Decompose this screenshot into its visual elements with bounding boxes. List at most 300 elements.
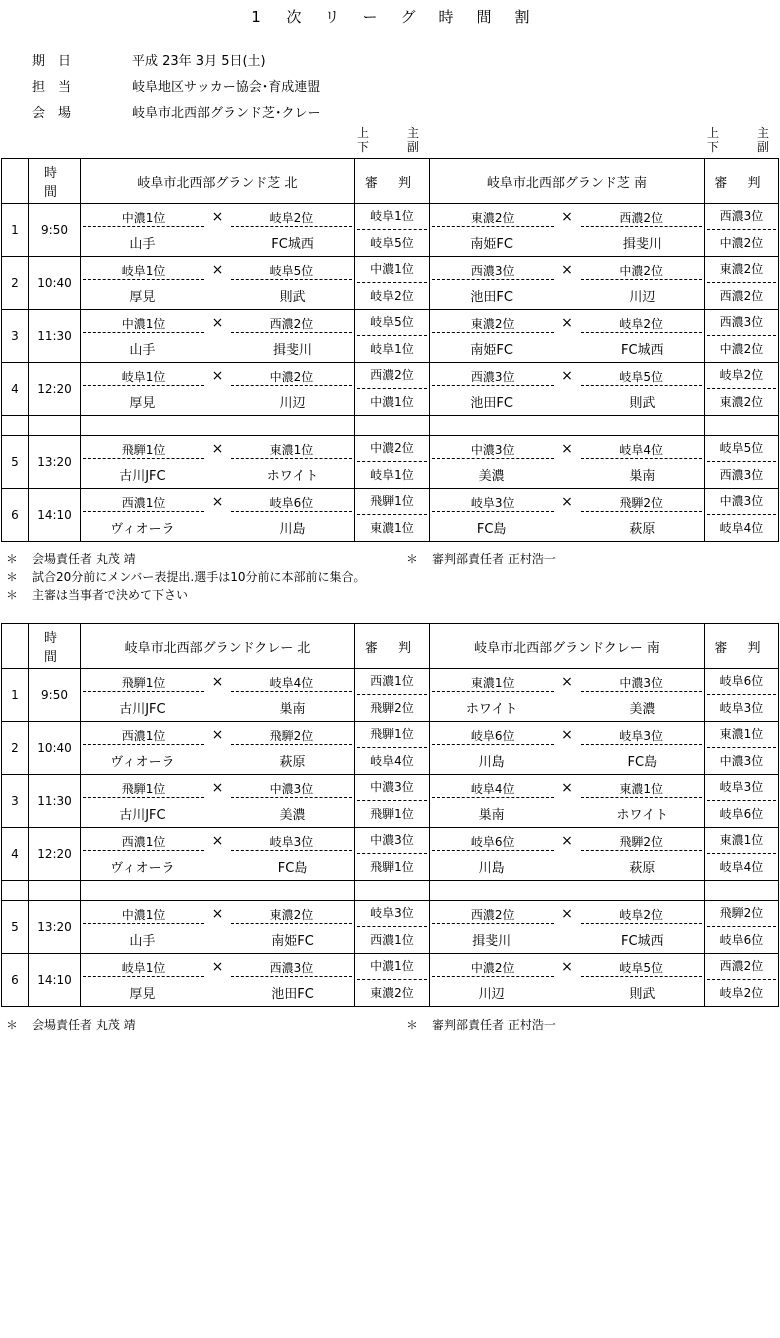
break-row [2,416,779,436]
header-no [2,624,29,669]
vs-mark: × [211,494,224,510]
sub-referee: 中濃2位 [719,236,764,250]
break-cell [705,881,779,901]
main-referee: 西濃2位 [357,363,427,389]
match-seeds [83,364,352,389]
referee-cell [355,828,430,881]
away-team: ホワイト [616,808,669,823]
referee-cell [705,363,779,416]
away-seed: 飛騨2位 [581,833,703,851]
match-cell-b [430,363,705,416]
away-team: FC島 [627,755,658,770]
match-seeds [432,902,702,927]
header-field-b: 岐阜市北西部グランド芝 南 [430,159,705,204]
match-teams [81,336,354,362]
table-row [2,436,779,489]
table-row [2,204,779,257]
main-referee: 岐阜3位 [707,775,776,801]
table-row [2,901,779,954]
header-ref-b: 審 判 [705,624,779,669]
home-team: FC島 [476,522,507,537]
match-seeds [432,258,702,283]
home-team: 古川JFC [119,808,166,823]
home-team: 古川JFC [119,702,166,717]
match-no: 5 [2,436,29,489]
home-team: 山手 [129,343,156,358]
main-referee: 中濃1位 [357,954,427,980]
away-seed: 中濃3位 [231,780,352,798]
match-seeds [432,829,702,854]
main-referee: 飛騨2位 [707,901,776,927]
home-seed: 中濃2位 [432,959,554,977]
away-team: 川辺 [279,396,306,411]
title-char: 次 [286,8,304,26]
away-seed: 西濃3位 [231,959,352,977]
vs-mark: × [561,959,573,975]
match-seeds [83,955,352,980]
away-team: 則武 [279,290,306,305]
header-field-b: 岐阜市北西部グランドクレー 南 [430,624,705,669]
home-seed: 西濃3位 [432,262,554,280]
home-team: 揖斐川 [472,934,512,949]
match-time: 9:50 [29,669,81,722]
match-teams [81,283,354,309]
match-seeds [83,829,352,854]
match-no: 6 [2,954,29,1007]
home-seed: 岐阜1位 [83,262,204,280]
match-cell-a [81,954,355,1007]
table-row [2,489,779,542]
away-team: ホワイト [266,469,319,484]
away-team: 則武 [629,396,656,411]
main-referee: 西濃3位 [707,310,776,336]
match-cell-b [430,669,705,722]
break-cell [705,416,779,436]
home-team: 南姫FC [470,343,513,358]
away-team: 巣南 [279,702,306,717]
home-seed: 飛騨1位 [83,674,204,692]
referee-cell [705,436,779,489]
away-seed: 岐阜3位 [231,833,352,851]
referee-cell [355,901,430,954]
home-team: 池田FC [470,396,513,411]
match-cell-b [430,954,705,1007]
main-referee: 岐阜2位 [707,363,776,389]
match-teams [430,748,704,774]
match-cell-b [430,436,705,489]
main-referee: 岐阜1位 [357,204,427,230]
away-seed: 西濃2位 [581,209,703,227]
match-cell-b [430,775,705,828]
info-organizer: 担 当 岐阜地区サッカー協会･育成連盟 [32,80,321,95]
away-seed: 飛騨2位 [231,727,352,745]
header-ref-a: 審 判 [355,159,430,204]
home-team: 厚見 [129,987,156,1002]
table-row [2,954,779,1007]
note-referee-manager-2: ＊ 審判部責任者 正村浩一 [406,1018,556,1032]
match-seeds [432,670,702,695]
home-seed: 飛騨1位 [83,780,204,798]
match-cell-b [430,310,705,363]
match-teams [81,801,354,827]
info-venue: 会 場 岐阜市北西部グランド芝･クレー [32,106,321,121]
main-referee: 岐阜6位 [707,669,776,695]
match-seeds [432,311,702,336]
title-char: リ [324,8,342,26]
match-no: 5 [2,901,29,954]
home-seed: 東濃1位 [432,674,554,692]
sub-referee: 西濃3位 [719,468,764,482]
main-referee: 中濃1位 [357,257,427,283]
vs-mark: × [211,906,224,922]
match-time: 9:50 [29,204,81,257]
match-cell-a [81,363,355,416]
away-seed: 東濃2位 [231,906,352,924]
match-teams [81,389,354,415]
referee-cell [705,775,779,828]
match-seeds [83,205,352,230]
away-seed: 岐阜5位 [581,959,703,977]
referee-cell [705,901,779,954]
header-time: 時 間 [29,624,81,669]
vs-mark: × [211,441,224,457]
table-row [2,722,779,775]
title-char: 1 [251,8,263,26]
match-seeds [432,205,702,230]
referee-cell [355,436,430,489]
referee-cell [355,954,430,1007]
match-seeds [83,723,352,748]
home-seed: 西濃1位 [83,833,204,851]
match-seeds [432,723,702,748]
home-team: 川島 [478,861,505,876]
sub-referee: 岐阜2位 [719,986,764,1000]
referee-cell [705,489,779,542]
match-cell-a [81,828,355,881]
away-team: 川島 [279,522,306,537]
match-teams [430,695,704,721]
header-ref-b: 審 判 [705,159,779,204]
match-cell-a [81,901,355,954]
home-team: 厚見 [129,396,156,411]
match-no: 2 [2,722,29,775]
title-char: 時 [438,8,456,26]
home-seed: 岐阜6位 [432,727,554,745]
referee-cell [705,669,779,722]
home-team: 厚見 [129,290,156,305]
header-time: 時 間 [29,159,81,204]
match-seeds [83,258,352,283]
referee-cell [355,722,430,775]
referee-cell [705,257,779,310]
referee-legend-b: 上 主 下 副 [707,126,769,154]
break-cell [29,416,81,436]
match-time: 13:20 [29,901,81,954]
match-seeds [432,437,702,462]
match-teams [81,462,354,488]
header-no [2,159,29,204]
referee-cell [705,954,779,1007]
match-seeds [432,776,702,801]
vs-mark: × [561,315,573,331]
sub-referee: 岐阜2位 [370,289,414,303]
match-cell-a [81,669,355,722]
match-seeds [432,955,702,980]
sub-referee: 西濃2位 [719,289,764,303]
table-row [2,669,779,722]
match-cell-a [81,775,355,828]
away-team: 美濃 [629,702,656,717]
vs-mark: × [561,209,573,225]
home-team: 川辺 [478,987,505,1002]
vs-mark: × [561,674,573,690]
vs-mark: × [211,315,224,331]
break-cell [81,416,355,436]
referee-cell [705,828,779,881]
away-team: 萩原 [279,755,306,770]
main-referee: 西濃3位 [707,204,776,230]
away-seed: 中濃2位 [581,262,703,280]
home-seed: 東濃2位 [432,209,554,227]
main-referee: 西濃1位 [357,669,427,695]
match-seeds [432,364,702,389]
home-seed: 岐阜3位 [432,494,554,512]
away-seed: 岐阜2位 [581,906,703,924]
match-teams [430,336,704,362]
away-team: FC城西 [271,237,314,252]
sub-referee: 西濃1位 [370,933,414,947]
match-seeds [432,490,702,515]
match-teams [81,748,354,774]
match-time: 11:30 [29,310,81,363]
away-team: 萩原 [629,861,656,876]
home-seed: 西濃3位 [432,368,554,386]
home-seed: 東濃2位 [432,315,554,333]
away-seed: 岐阜6位 [231,494,352,512]
home-seed: 中濃1位 [83,315,204,333]
away-seed: 岐阜2位 [231,209,352,227]
sub-referee: 中濃3位 [719,754,764,768]
break-row [2,881,779,901]
away-team: 揖斐川 [622,237,662,252]
main-referee: 飛騨1位 [357,489,427,515]
match-no: 1 [2,669,29,722]
match-seeds [83,670,352,695]
break-cell [355,416,430,436]
home-seed: 岐阜6位 [432,833,554,851]
home-team: ヴィオーラ [110,755,175,770]
page-title [0,6,780,27]
referee-legend-a: 上 主 下 副 [357,126,419,154]
referee-cell [355,310,430,363]
sub-referee: 岐阜6位 [719,807,764,821]
match-cell-b [430,722,705,775]
sub-referee: 岐阜4位 [719,521,764,535]
table-header [2,159,779,204]
match-time: 12:20 [29,363,81,416]
vs-mark: × [211,727,224,743]
main-referee: 東濃2位 [707,257,776,283]
home-team: ヴィオーラ [110,861,175,876]
title-char: グ [400,8,418,26]
vs-mark: × [211,959,224,975]
match-no: 2 [2,257,29,310]
main-referee: 東濃1位 [707,722,776,748]
main-referee: 中濃3位 [707,489,776,515]
away-seed: 飛騨2位 [581,494,703,512]
header-field-a: 岐阜市北西部グランド芝 北 [81,159,355,204]
vs-mark: × [561,262,573,278]
schedule-table-turf [1,158,779,542]
note-referee-manager: ＊ 審判部責任者 正村浩一 [406,552,556,566]
main-referee: 中濃2位 [357,436,427,462]
away-seed: 岐阜5位 [581,368,703,386]
match-seeds [83,776,352,801]
sub-referee: 東濃2位 [719,395,764,409]
main-referee: 東濃1位 [707,828,776,854]
match-no: 3 [2,775,29,828]
sub-referee: 岐阜5位 [370,236,414,250]
title-char: ー [362,8,380,26]
home-team: 池田FC [470,290,513,305]
match-time: 14:10 [29,489,81,542]
match-cell-b [430,204,705,257]
match-seeds [83,311,352,336]
match-time: 14:10 [29,954,81,1007]
match-no: 4 [2,828,29,881]
match-no: 1 [2,204,29,257]
away-team: FC城西 [621,343,664,358]
match-cell-b [430,828,705,881]
sub-referee: 岐阜3位 [719,701,764,715]
info-date: 期 日 平成 23年 3月 5日(土) [32,54,266,69]
sub-referee: 中濃1位 [370,395,414,409]
match-seeds [83,902,352,927]
main-referee: 飛騨1位 [357,722,427,748]
table-row [2,363,779,416]
home-team: 南姫FC [470,237,513,252]
home-team: ホワイト [465,702,518,717]
away-team: 南姫FC [271,934,314,949]
match-seeds [83,437,352,462]
away-seed: 岐阜5位 [231,262,352,280]
match-cell-b [430,257,705,310]
sub-referee: 岐阜6位 [719,933,764,947]
main-referee: 中濃3位 [357,828,427,854]
match-teams [430,980,704,1006]
break-cell [29,881,81,901]
break-cell [2,881,29,901]
match-teams [430,801,704,827]
home-team: ヴィオーラ [110,522,175,537]
away-seed: 岐阜4位 [231,674,352,692]
home-team: 美濃 [478,469,505,484]
vs-mark: × [561,833,573,849]
sub-referee: 飛騨2位 [370,701,414,715]
break-cell [430,416,705,436]
table-row [2,257,779,310]
match-seeds [83,490,352,515]
note-main-referee: ＊ 主審は当事者で決めて下さい [6,588,189,602]
home-seed: 西濃2位 [432,906,554,924]
away-seed: 東濃1位 [581,780,703,798]
match-cell-a [81,310,355,363]
home-seed: 岐阜1位 [83,959,204,977]
sub-referee: 飛騨1位 [370,807,414,821]
sub-referee: 中濃2位 [719,342,764,356]
match-cell-b [430,489,705,542]
referee-cell [705,310,779,363]
away-team: 巣南 [629,469,656,484]
away-seed: 岐阜4位 [581,441,703,459]
header-ref-a: 審 判 [355,624,430,669]
break-cell [355,881,430,901]
match-teams [81,854,354,880]
referee-cell [355,204,430,257]
home-team: 山手 [129,237,156,252]
away-seed: 中濃2位 [231,368,352,386]
away-team: FC島 [277,861,308,876]
sub-referee: 東濃1位 [370,521,414,535]
match-teams [430,283,704,309]
break-cell [81,881,355,901]
table-row [2,775,779,828]
sub-referee: 岐阜1位 [370,342,414,356]
match-teams [81,980,354,1006]
match-no: 6 [2,489,29,542]
match-no: 4 [2,363,29,416]
match-teams [81,230,354,256]
main-referee: 岐阜5位 [357,310,427,336]
match-teams [430,515,704,541]
away-team: 揖斐川 [273,343,313,358]
away-seed: 岐阜2位 [581,315,703,333]
match-teams [81,927,354,953]
match-cell-a [81,722,355,775]
match-teams [430,927,704,953]
break-cell [2,416,29,436]
referee-cell [355,775,430,828]
match-teams [430,389,704,415]
referee-cell [705,204,779,257]
match-cell-a [81,257,355,310]
note-venue-manager-2: ＊ 会場責任者 丸茂 靖 [6,1018,136,1032]
away-seed: 西濃2位 [231,315,352,333]
home-team: 山手 [129,934,156,949]
referee-cell [355,489,430,542]
match-no: 3 [2,310,29,363]
referee-cell [705,722,779,775]
home-seed: 中濃1位 [83,209,204,227]
table-header [2,624,779,669]
away-seed: 岐阜3位 [581,727,703,745]
home-seed: 中濃3位 [432,441,554,459]
match-time: 10:40 [29,722,81,775]
main-referee: 西濃2位 [707,954,776,980]
vs-mark: × [561,780,573,796]
away-team: 萩原 [629,522,656,537]
table-row [2,828,779,881]
vs-mark: × [561,368,573,384]
home-seed: 岐阜1位 [83,368,204,386]
sub-referee: 東濃2位 [370,986,414,1000]
match-time: 12:20 [29,828,81,881]
header-field-a: 岐阜市北西部グランドクレー 北 [81,624,355,669]
away-seed: 東濃1位 [231,441,352,459]
home-seed: 中濃1位 [83,906,204,924]
away-team: FC城西 [621,934,664,949]
away-team: 川辺 [629,290,656,305]
